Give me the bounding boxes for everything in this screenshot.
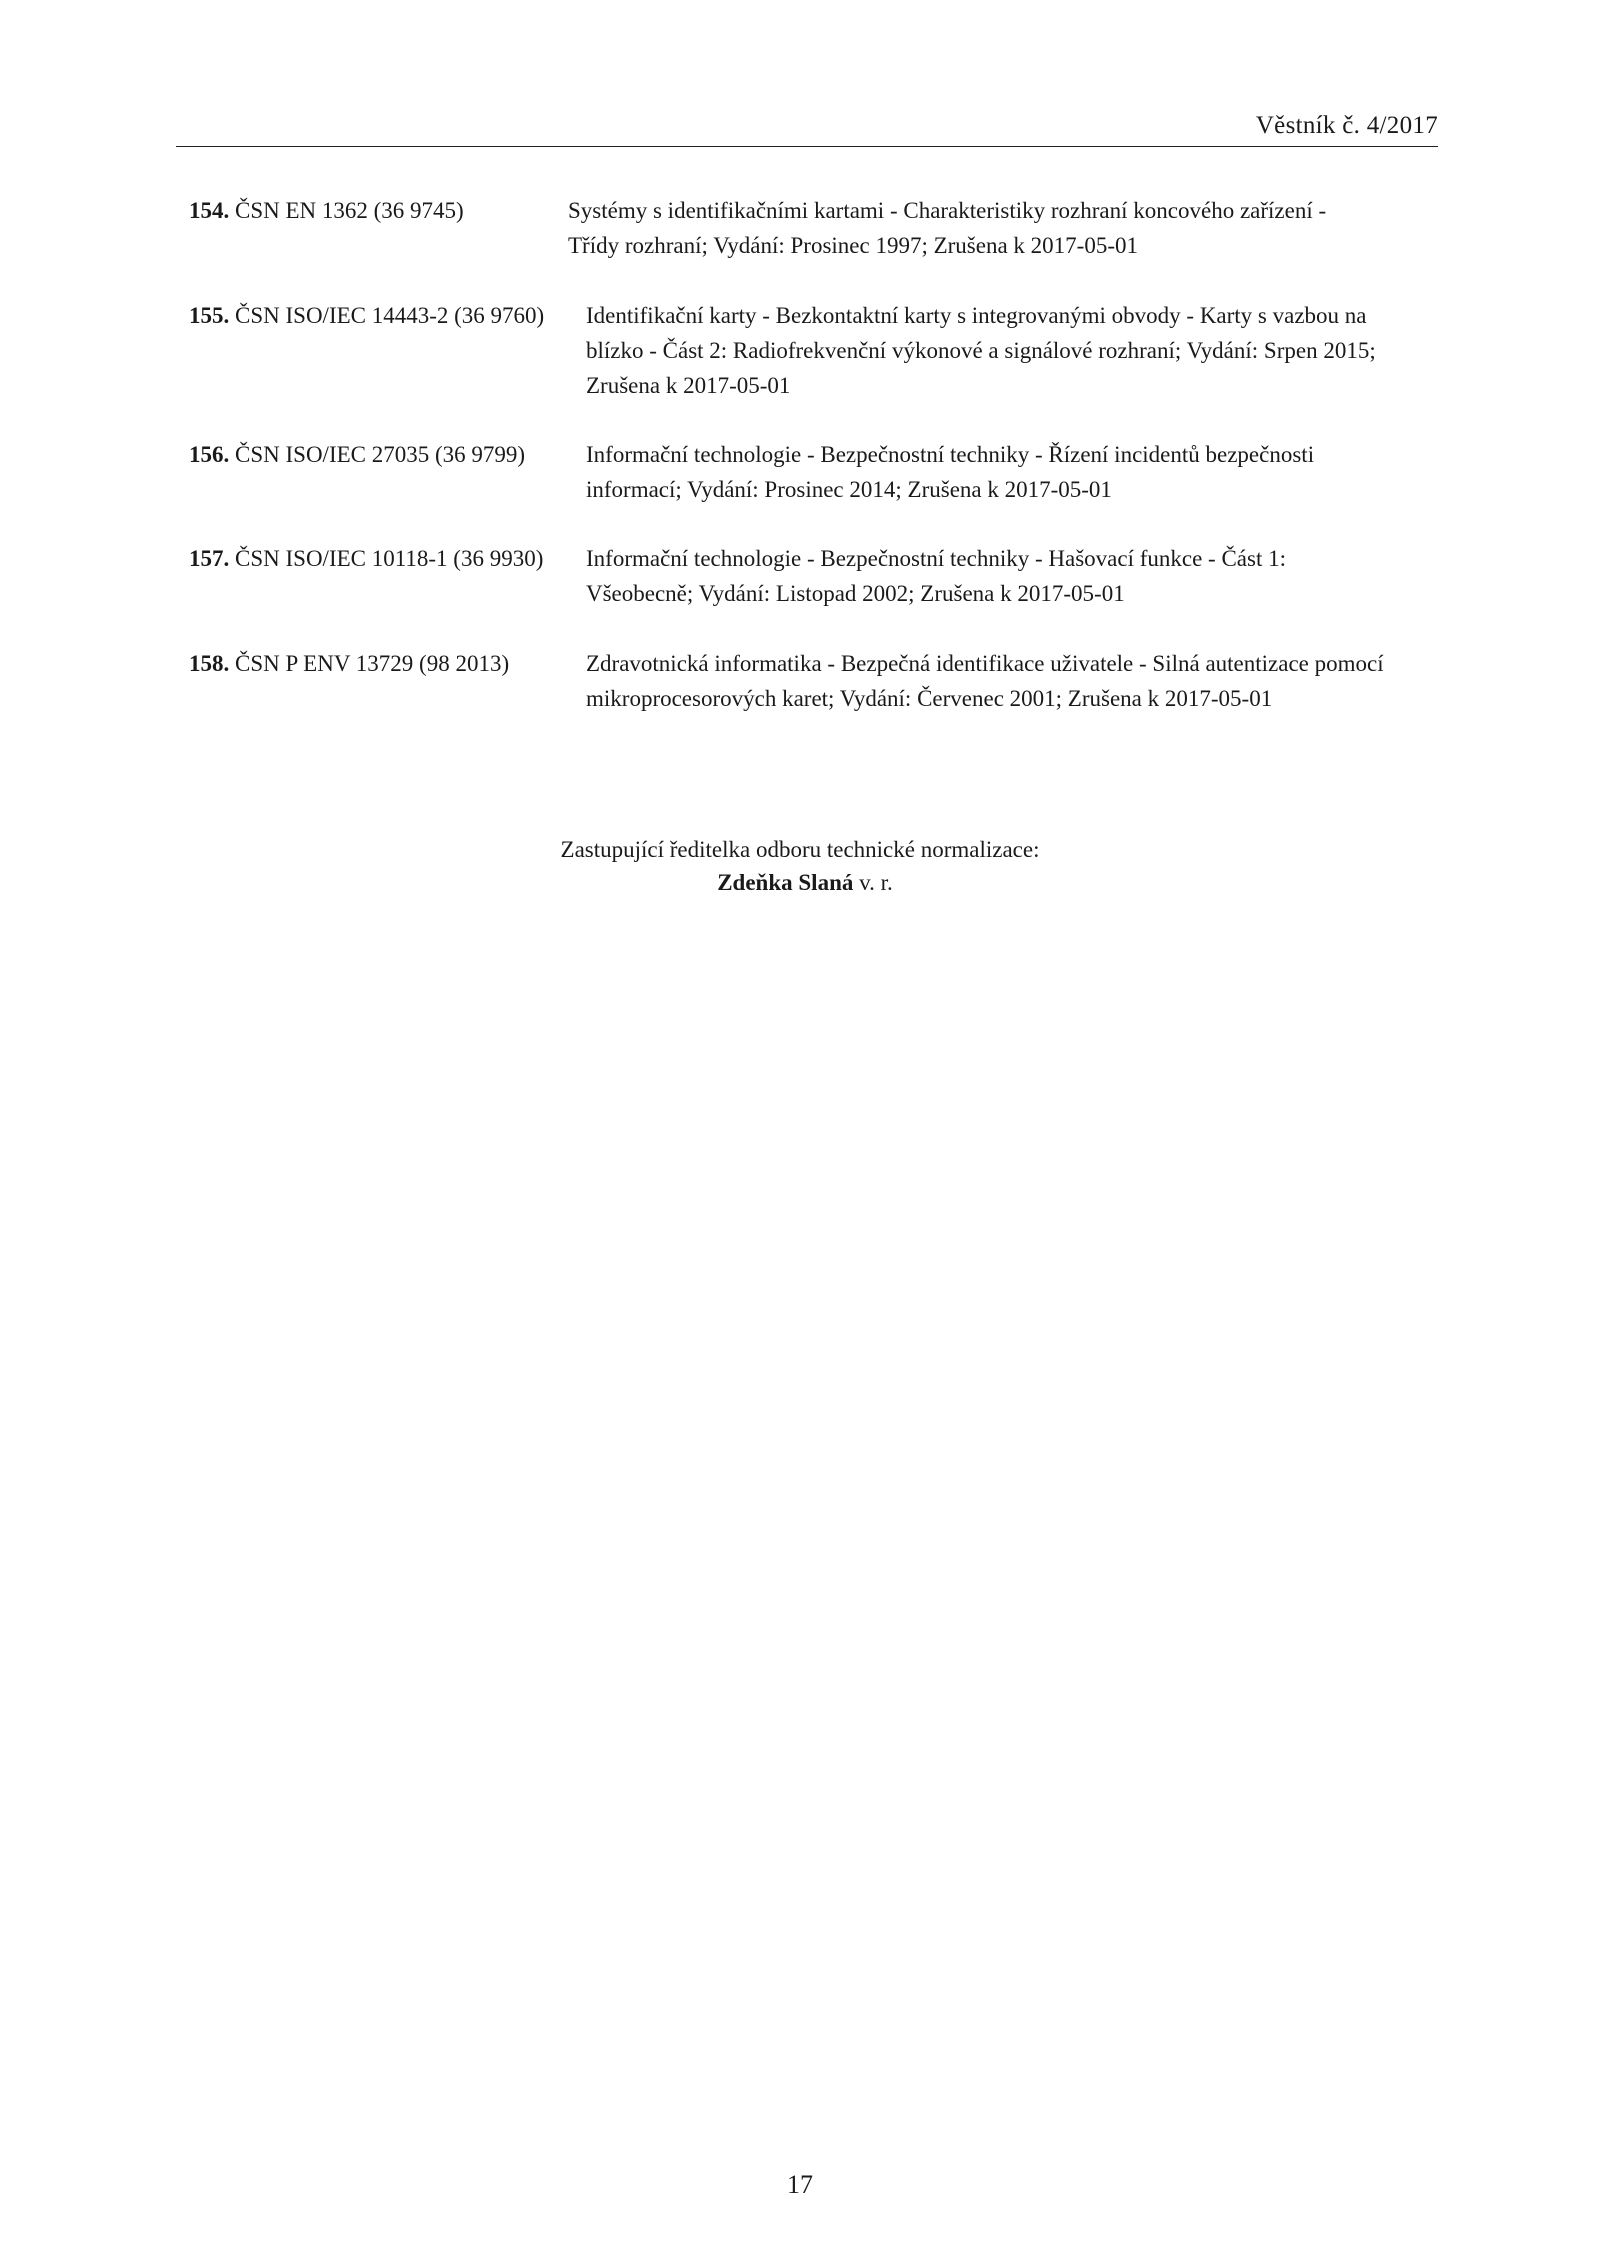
bulletin-title: Věstník č. 4/2017 [1255, 112, 1438, 139]
signatory-name: Zdeňka Slaná [717, 870, 854, 895]
standard-code [189, 298, 544, 333]
entry-number: 154. [189, 198, 230, 223]
description-line: Všeobecně; Vydání: Listopad 2002; Zrušena k 2017-05-01 [586, 581, 1125, 606]
entry-number: 156. [189, 442, 230, 467]
entry-number: 155. [189, 303, 230, 328]
description-line: Identifikační karty - Bezkontaktní karty s integrovanými obvody - Karty s vazbou na [586, 303, 1367, 328]
description-line: informací; Vydání: Prosinec 2014; Zrušena k 2017-05-01 [586, 477, 1112, 502]
list-item [189, 298, 1439, 404]
page-header [176, 108, 1438, 147]
description-line: Zdravotnická informatika - Bezpečná identifikace uživatele - Silná autentizace pomocí [586, 651, 1384, 676]
signatory-role: Zastupující ředitelka odboru technické normalizace: [560, 837, 1040, 862]
description-line: blízko - Část 2: Radiofrekvenční výkonové a signálové rozhraní; Vydání: Srpen 2015; [586, 338, 1376, 363]
list-item [189, 541, 1439, 613]
standard-code [189, 437, 525, 472]
standard-description [586, 646, 1436, 716]
standard-designation: ČSN EN 1362 (36 9745) [235, 198, 464, 223]
list-item [189, 646, 1439, 718]
standard-description [586, 437, 1436, 507]
signature-block [0, 833, 1600, 899]
standard-code [189, 646, 509, 681]
entry-number: 157. [189, 546, 230, 571]
signatory-line [0, 866, 1600, 899]
list-item [189, 193, 1439, 265]
standard-designation: ČSN P ENV 13729 (98 2013) [235, 651, 510, 676]
description-line: Informační technologie - Bezpečnostní techniky - Hašovací funkce - Část 1: [586, 546, 1286, 571]
standard-designation: ČSN ISO/IEC 14443-2 (36 9760) [235, 303, 545, 328]
standard-code [189, 193, 464, 228]
description-line: Zrušena k 2017-05-01 [586, 373, 791, 398]
standard-description [586, 541, 1436, 611]
standard-code [189, 541, 543, 576]
description-line: Systémy s identifikačními kartami - Charakteristiky rozhraní koncového zařízení - [568, 198, 1327, 223]
entry-number: 158. [189, 651, 230, 676]
list-item [189, 437, 1439, 509]
standard-designation: ČSN ISO/IEC 27035 (36 9799) [235, 442, 526, 467]
description-line: Informační technologie - Bezpečnostní techniky - Řízení incidentů bezpečnosti [586, 442, 1315, 467]
signatory-suffix: v. r. [853, 870, 893, 895]
description-line: mikroprocesorových karet; Vydání: Červenec 2001; Zrušena k 2017-05-01 [586, 686, 1273, 711]
standard-designation: ČSN ISO/IEC 10118-1 (36 9930) [235, 546, 544, 571]
standard-description [586, 298, 1436, 403]
description-line: Třídy rozhraní; Vydání: Prosinec 1997; Zrušena k 2017-05-01 [568, 233, 1138, 258]
page-number: 17 [787, 2170, 813, 2199]
standard-description [568, 193, 1418, 263]
